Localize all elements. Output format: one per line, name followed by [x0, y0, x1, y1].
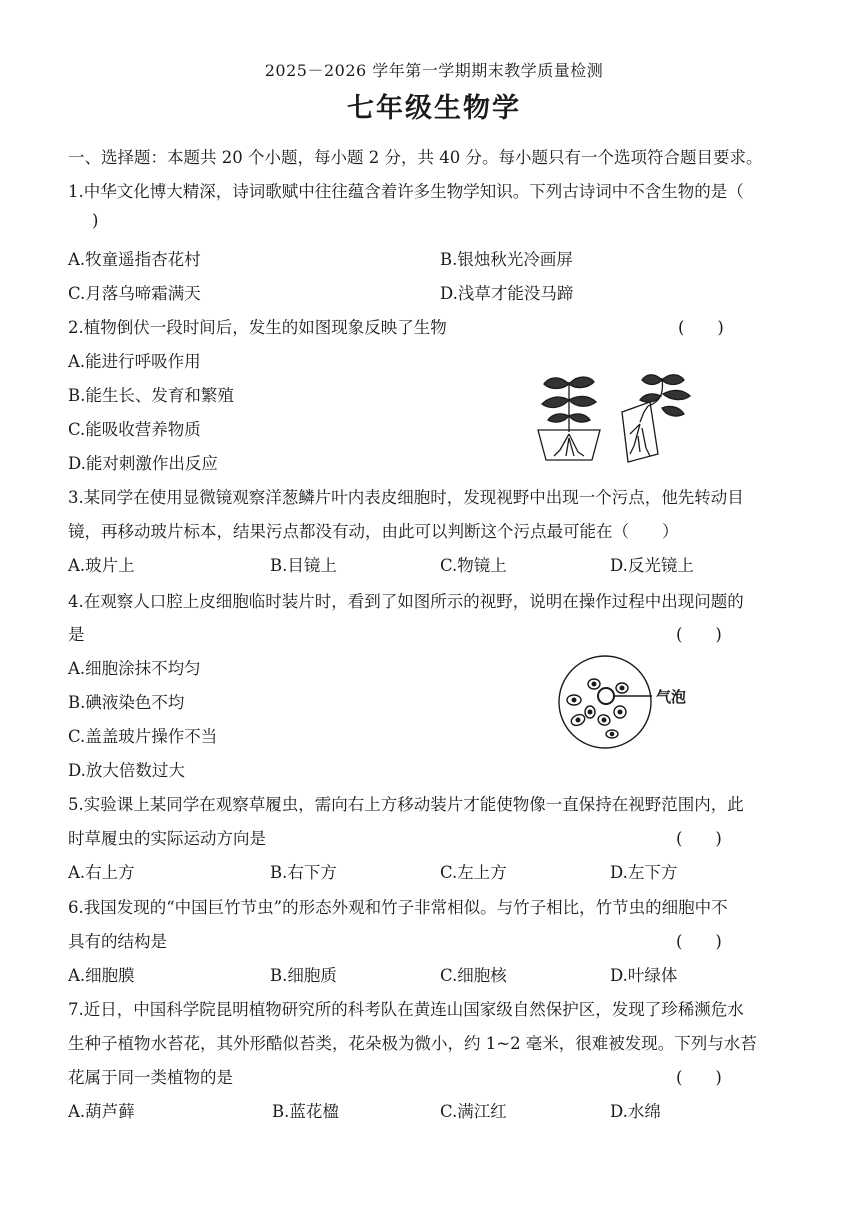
- q6-option-d: D.叶绿体: [610, 966, 678, 985]
- q3-option-d: D.反光镜上: [610, 556, 694, 575]
- q2-answer-paren: ( ): [678, 318, 724, 337]
- q6-stem-line2: 具有的结构是: [68, 932, 167, 951]
- q4-stem-line2: 是: [68, 625, 85, 644]
- q2-stem: 2.植物倒伏一段时间后，发生的如图现象反映了生物: [68, 318, 447, 337]
- q1-option-a: A.牧童遥指杏花村: [68, 250, 201, 269]
- q7-stem-line1: 7.近日，中国科学院昆明植物研究所的科考队在黄连山国家级自然保护区，发现了珍稀濒危水: [68, 1000, 744, 1019]
- q7-option-a: A.葫芦藓: [68, 1102, 135, 1121]
- q6-stem-line1: 6.我国发现的“中国巨竹节虫”的形态外观和竹子非常相似。与竹子相比，竹节虫的细胞中不: [68, 898, 728, 917]
- exam-title: 七年级生物学: [347, 93, 521, 124]
- q3-option-c: C.物镜上: [440, 556, 507, 575]
- q3-option-b: B.目镜上: [270, 556, 337, 575]
- exam-subtitle: 2025－2026 学年第一学期期末教学质量检测: [264, 61, 604, 80]
- q7-stem-line2: 生种子植物水苔花，其外形酷似苔类，花朵极为微小，约 1~2 毫米，很难被发现。下列与水苔: [68, 1034, 757, 1053]
- q1-stem-line1: 1.中华文化博大精深，诗词歌赋中往往蕴含着许多生物学知识。下列古诗词中不含生物的是（: [68, 182, 744, 201]
- q4-microscope-view-figure: [548, 654, 668, 754]
- q5-option-a: A.右上方: [68, 863, 135, 882]
- q4-option-d: D.放大倍数过大: [68, 761, 185, 780]
- q5-answer-paren: ( ): [676, 829, 722, 848]
- q1-option-d: D.浅草才能没马蹄: [440, 284, 574, 303]
- q7-option-d: D.水绵: [610, 1102, 661, 1121]
- section-instruction: 一、选择题：本题共 20 个小题，每小题 2 分，共 40 分。每小题只有一个选项符合题目要求。: [68, 148, 763, 167]
- q4-stem-line1: 4.在观察人口腔上皮细胞临时装片时，看到了如图所示的视野，说明在操作过程中出现问题的: [68, 592, 744, 611]
- q7-option-b: B.蓝花楹: [272, 1102, 339, 1121]
- q3-option-a: A.玻片上: [68, 556, 135, 575]
- q4-answer-paren: ( ): [676, 625, 722, 644]
- q4-option-b: B.碘液染色不均: [68, 693, 185, 712]
- q5-option-c: C.左上方: [440, 863, 507, 882]
- q4-bubble-label: 气泡: [656, 688, 687, 706]
- q2-option-b: B.能生长、发育和繁殖: [68, 386, 234, 405]
- q1-option-c: C.月落乌啼霜满天: [68, 284, 201, 303]
- q5-stem-line2: 时草履虫的实际运动方向是: [68, 829, 266, 848]
- q6-option-c: C.细胞核: [440, 966, 507, 985]
- q1-option-b: B.银烛秋光冷画屏: [440, 250, 573, 269]
- q3-stem-line2: 镜，再移动玻片标本，结果污点都没有动，由此可以判断这个污点最可能在（ ）: [68, 522, 679, 541]
- q4-option-a: A.细胞涂抹不均匀: [68, 659, 201, 678]
- q3-stem-line1: 3.某同学在使用显微镜观察洋葱鳞片叶内表皮细胞时，发现视野中出现一个污点，他先转动目: [68, 488, 744, 507]
- q2-option-c: C.能吸收营养物质: [68, 420, 201, 439]
- q6-answer-paren: ( ): [676, 932, 722, 951]
- q2-plant-figure: [530, 372, 710, 464]
- q7-option-c: C.满江红: [440, 1102, 507, 1121]
- q6-option-b: B.细胞质: [270, 966, 337, 985]
- q5-stem-line1: 5.实验课上某同学在观察草履虫，需向右上方移动装片才能使物像一直保持在视野范围内，此: [68, 795, 744, 814]
- q7-stem-line3: 花属于同一类植物的是: [68, 1068, 233, 1087]
- q4-option-c: C.盖盖玻片操作不当: [68, 727, 218, 746]
- q6-option-a: A.细胞膜: [68, 966, 135, 985]
- q7-answer-paren: ( ): [676, 1068, 722, 1087]
- q5-option-d: D.左下方: [610, 863, 678, 882]
- q5-option-b: B.右下方: [270, 863, 337, 882]
- q2-option-d: D.能对刺激作出反应: [68, 454, 218, 473]
- q2-option-a: A.能进行呼吸作用: [68, 352, 201, 371]
- q1-stem-line2: ): [92, 211, 99, 230]
